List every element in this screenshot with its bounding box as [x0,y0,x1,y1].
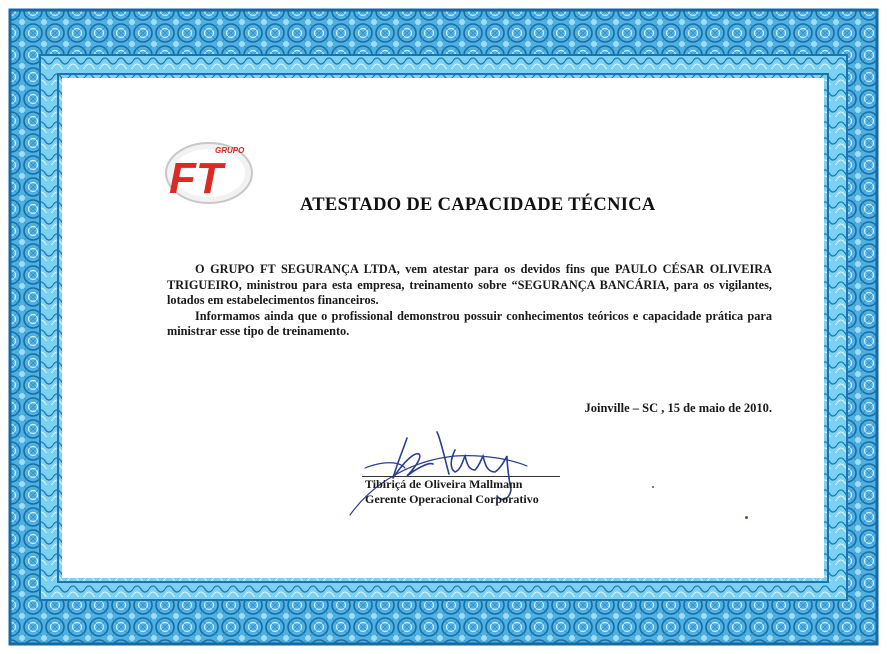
date-line: Joinville – SC , 15 de maio de 2010. [584,401,772,415]
logo-letters: FT [169,154,223,203]
grupo-ft-logo [163,135,255,209]
logo-grupo-text: GRUPO [215,146,245,155]
certificate-title: ATESTADO DE CAPACIDADE TÉCNICA [300,195,656,215]
ink-speck [652,486,654,488]
ink-speck [745,516,748,519]
certificate-body [167,262,772,340]
signatory-role: Gerente Operacional Corporativo [365,492,539,506]
signatory-name: Tibiriçá de Oliveira Mallmann [365,477,523,491]
body-paragraph-1: O GRUPO FT SEGURANÇA LTDA, vem atestar para os devidos fins que PAULO CÉSAR OLIVEIRA TRIGUEIRO, ministrou para esta empresa, treinamento sobre “SEGURANÇA BANCÁRIA, para os vigilantes, lotados em estabelecimentos financeiros. [167,262,772,307]
body-paragraph-2: Informamos ainda que o profissional demonstrou possuir conhecimentos teóricos e capacidade prática para ministrar esse tipo de treinamento. [167,308,772,338]
